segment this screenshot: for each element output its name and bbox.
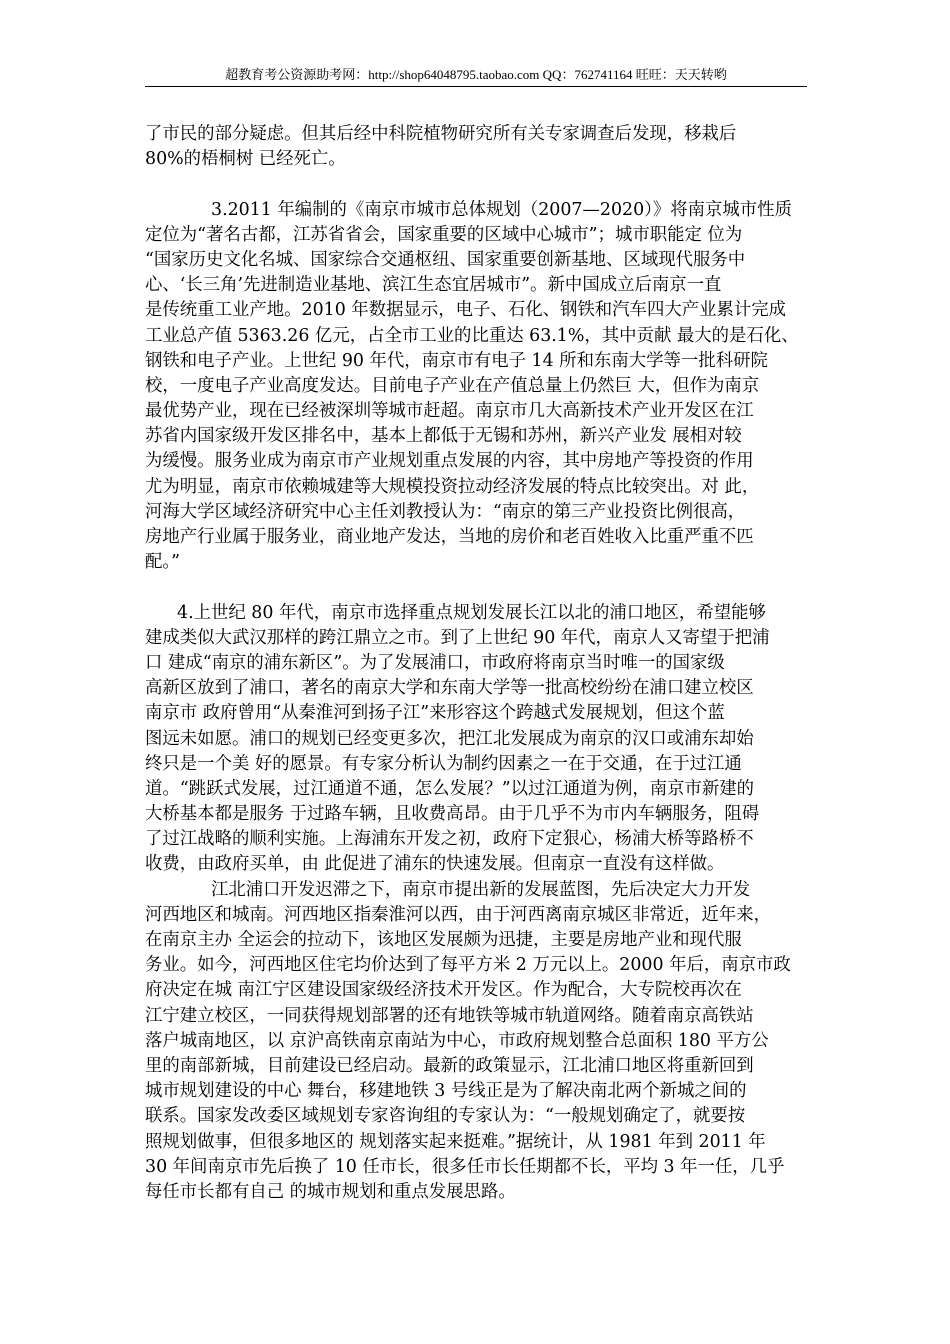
text-line: 照规划做事，但很多地区的 规划落实起来挺难。”据统计，从 1981 年到 2011 年 [145, 1131, 766, 1152]
text-line: 建成类似大武汉那样的跨江鼎立之市。到了上世纪 90 年代，南京人又寄望于把浦 [145, 627, 770, 648]
text-line: 房地产行业属于服务业，商业地产发达，当地的房价和老百姓收入比重严重不匹 [145, 527, 754, 547]
text-line: 校，一度电子产业高度发达。目前电子产业在产值总量上仍然巨 大，但作为南京 [145, 375, 760, 396]
text-line: 大桥基本都是服务 于过路车辆，且收费高昂。由于几乎不为市内车辆服务，阻碍 [145, 804, 760, 825]
paragraph-2 [145, 198, 807, 576]
text-line: 了过江战略的顺利实施。上海浦东开发之初，政府下定狠心，杨浦大桥等路桥不 [145, 829, 754, 850]
text-line: 图远未如愿。浦口的规划已经变更多次，把江北发展成为南京的汉口或浦东却始 [145, 728, 754, 749]
text-line: 在南京主办 全运会的拉动下，该地区发展颇为迅捷，主要是房地产业和现代服 [145, 930, 742, 950]
text-line: 苏省内国家级开发区排名中，基本上都低于无锡和苏州，新兴产业发 展相对较 [145, 426, 742, 447]
text-line: 南京市 政府曾用“从秦淮河到扬子江”来形容这个跨越式发展规划，但这个蓝 [145, 703, 725, 724]
paragraph-gap [145, 172, 807, 197]
text-line: 配。” [145, 552, 180, 573]
text-line: 河海大学区域经济研究中心主任刘教授认为：“南京的第三产业投资比例很高， [145, 501, 746, 522]
paragraph-3 [145, 601, 807, 878]
text-line: 心、‘长三角’先进制造业基地、滨江生态宜居城市”。新中国成立后南京一直 [145, 275, 722, 296]
text-line: 30 年间南京市先后换了 10 任市长，很多任市长任期都不长，平均 3 年一任，几乎 [145, 1156, 785, 1177]
text-line: 了市民的部分疑虑。但其后经中科院植物研究所有关专家调查后发现，移栽后 [145, 124, 737, 144]
text-line: 钢铁和电子产业。上世纪 90 年代，南京市有电子 14 所和东南大学等一批科研院 [145, 350, 768, 371]
text-line: 尤为明显，南京市依赖城建等大规模投资拉动经济发展的特点比较突出。对 此， [145, 476, 760, 497]
text-line: 收费，由政府买单，由 此促进了浦东的快速发展。但南京一直没有这样做。 [145, 854, 725, 875]
text-line: 联系。国家发改委区域规划专家咨询组的专家认为：“一般规划确定了，就要按 [145, 1106, 746, 1127]
text-line: 为缓慢。服务业成为南京市产业规划重点发展的内容，其中房地产等投资的作用 [145, 451, 754, 472]
text-line: 80%的梧桐树 已经死亡。 [145, 149, 346, 170]
text-line: 最优势产业，现在已经被深圳等城市赶超。南京市几大高新技术产业开发区在江 [145, 401, 754, 422]
text-line: 城市规划建设的中心 舞台，移建地铁 3 号线正是为了解决南北两个新城之间的 [145, 1081, 747, 1102]
text-line: 口 建成“南京的浦东新区”。为了发展浦口，市政府将南京当时唯一的国家级 [145, 652, 725, 673]
text-line: 务业。如今，河西地区住宅均价达到了每平方米 2 万元以上。2000 年后，南京市政 [145, 955, 791, 976]
text-line: 落户城南地区，以 京沪高铁南京南站为中心，市政府规划整合总面积 180 平方公 [145, 1030, 769, 1051]
text-line: 高新区放到了浦口，著名的南京大学和东南大学等一批高校纷纷在浦口建立校区 [145, 678, 754, 699]
text-line: 道。“跳跃式发展，过江通道不通，怎么发展？”以过江通道为例，南京市新建的 [145, 778, 755, 799]
text-line: 终只是一个美 好的愿景。有专家分析认为制约因素之一在于交通，在于过江通 [145, 753, 742, 774]
paragraph-gap [145, 575, 807, 600]
text-line: 3.2011 年编制的《南京市城市总体规划（2007—2020）》将南京城市性质 [211, 199, 792, 220]
document-body [145, 122, 807, 1205]
text-line: 河西地区和城南。河西地区指秦淮河以西，由于河西离南京城区非常近，近年来， [145, 904, 772, 925]
text-line: 江宁建立校区，一同获得规划部署的还有地铁等城市轨道网络。随着南京高铁站 [145, 1005, 754, 1026]
text-line: 4.上世纪 80 年代，南京市选择重点规划发展长江以北的浦口地区，希望能够 [177, 602, 766, 623]
text-line: “国家历史文化名城、国家综合交通枢纽、国家重要创新基地、区域现代服务中 [145, 249, 746, 270]
paragraph-1 [145, 122, 807, 172]
text-line: 每任市长都有自己 的城市规划和重点发展思路。 [145, 1181, 516, 1202]
header-divider [145, 86, 807, 87]
text-line: 是传统重工业产地。2010 年数据显示，电子、石化、钢铁和汽车四大产业累计完成 [145, 300, 787, 321]
text-line: 里的南部新城，目前建设已经启动。最新的政策显示，江北浦口地区将重新回到 [145, 1055, 754, 1076]
page-header: 超教育考公资源助考网：http://shop64048795.taobao.com QQ：762741164 旺旺：天天转哟 [225, 67, 727, 82]
text-line: 府决定在城 南江宁区建设国家级经济技术开发区。作为配合，大专院校再次在 [145, 980, 742, 1001]
text-line: 江北浦口开发迟滞之下，南京市提出新的发展蓝图，先后决定大力开发 [211, 879, 751, 900]
text-line: 工业总产值 5363.26 亿元，占全市工业的比重达 63.1%，其中贡献 最大的是石化、 [145, 325, 799, 346]
paragraph-4 [145, 878, 807, 1205]
text-line: 定位为“著名古都，江苏省省会，国家重要的区域中心城市”；城市职能定 位为 [145, 224, 743, 245]
